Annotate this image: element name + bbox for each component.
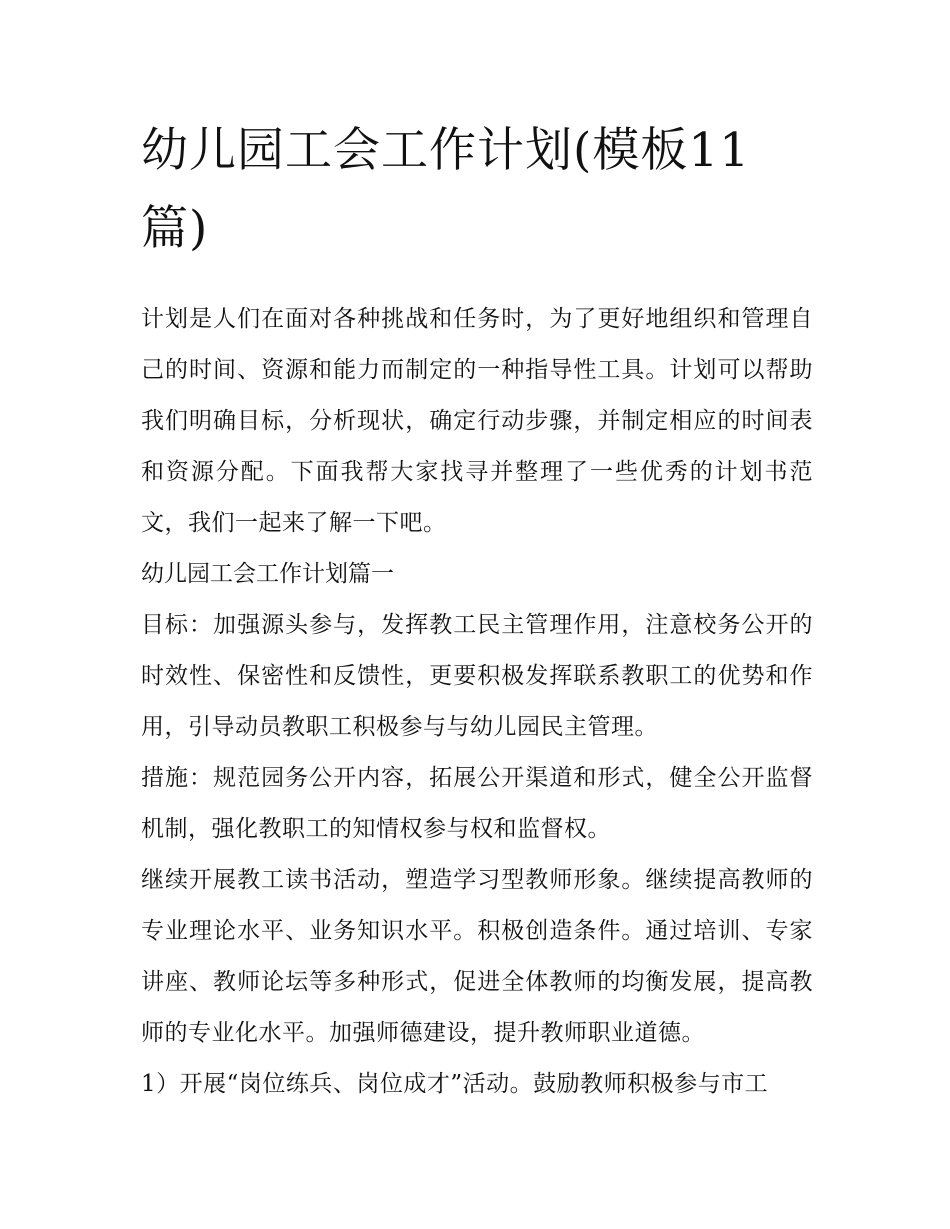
goal-paragraph: 目标：加强源头参与，发挥教工民主管理作用，注意校务公开的时效性、保密性和反馈性，更要积极发挥联系教职工的优势和作用，引导动员教职工积极参与与幼儿园民主管理。 [141,612,813,740]
section-heading: 幼儿园工会工作计划篇一 [141,561,394,587]
document-title: 幼儿园工会工作计划(模板11篇) [141,123,751,256]
intro-paragraph: 计划是人们在面对各种挑战和任务时，为了更好地组织和管理自己的时间、资源和能力而制定的一种指导性工具。计划可以帮助我们明确目标，分析现状，确定行动步骤，并制定相应的时间表和资源分配。下面我帮大家找寻并整理了一些优秀的计划书范文，我们一起来了解一下吧。 [141,306,813,536]
continue-paragraph: 继续开展教工读书活动，塑造学习型教师形象。继续提高教师的专业理论水平、业务知识水平。积极创造条件。通过培训、专家讲座、教师论坛等多种形式，促进全体教师的均衡发展，提高教师的专业化水平。加强师德建设，提升教师职业道德。 [141,867,813,1046]
document-page [141,112,813,1110]
item-1-paragraph: 1）开展“岗位练兵、岗位成才”活动。鼓励教师积极参与市工 [141,1071,769,1097]
measures-paragraph: 措施：规范园务公开内容，拓展公开渠道和形式，健全公开监督机制，强化教职工的知情权参与权和监督权。 [141,765,813,842]
